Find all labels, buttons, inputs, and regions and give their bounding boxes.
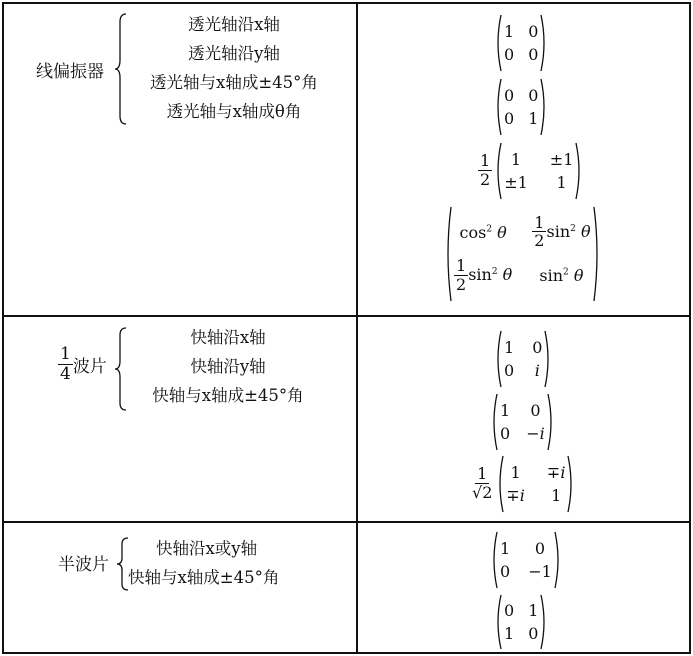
list-item: 透光轴沿y轴 (188, 44, 280, 63)
list-item: 透光轴沿x轴 (188, 15, 280, 34)
right-paren (575, 142, 583, 200)
matrix-cell: 1 (528, 601, 539, 620)
table-border-bottom (2, 652, 691, 654)
matrix-cell: ±1 (549, 150, 574, 169)
right-paren (544, 330, 552, 388)
matrix-cell: $\cos^2 \theta$ (459, 222, 507, 242)
matrix-cell: 1 (528, 109, 539, 128)
list-item: 快轴沿y轴 (190, 357, 266, 376)
matrix-cell: 1 (556, 173, 567, 192)
section-label-half-wave-plate: 半波片 (58, 555, 109, 575)
column-divider (356, 2, 358, 654)
matrix-cell: 1 (510, 150, 522, 169)
right-paren (540, 14, 548, 72)
row-divider-1 (2, 315, 691, 317)
prefactor (478, 153, 492, 188)
matrix-cell: 1 (500, 539, 511, 558)
table-border-right (689, 2, 691, 654)
left-paren (490, 393, 498, 451)
label-fraction: $\frac{1}{4}$ (60, 344, 71, 384)
polarizer-orientation-list (128, 10, 340, 126)
jones-matrix-qwp-45deg (470, 455, 575, 513)
matrix-cell: 0 (528, 624, 539, 643)
jones-matrix-x-axis (494, 14, 548, 72)
table-border-left (2, 2, 4, 654)
matrix-cell: 1 (504, 338, 515, 357)
left-paren (494, 330, 502, 388)
jones-matrix-hwp-xy (490, 531, 562, 589)
matrix-cell: 1 (504, 22, 515, 41)
matrix-cell: 0 (528, 86, 539, 105)
matrix-cell: −1 (528, 562, 552, 581)
jones-matrix-hwp-45deg (494, 594, 548, 650)
right-paren (540, 594, 548, 650)
prefactor-denominator: 2 (480, 170, 491, 190)
list-item: 快轴沿x或y轴 (156, 539, 258, 558)
matrix-cell: 1 (551, 486, 562, 505)
left-paren (444, 206, 452, 302)
left-paren (496, 455, 504, 513)
quarter-wave-orientation-list (128, 323, 328, 410)
left-paren (494, 78, 502, 136)
matrix-cell: 0 (534, 539, 546, 558)
list-item: 快轴与x轴成±45°角 (152, 386, 304, 405)
matrix-cell: 1 (510, 463, 521, 482)
jones-matrix-qwp-y (490, 393, 555, 451)
right-paren (593, 206, 601, 302)
section-label-quarter-wave-plate (58, 346, 107, 384)
label-text: 波片 (72, 357, 107, 378)
matrix-cell: 0 (528, 22, 539, 41)
matrix-cell: ∓i (546, 463, 566, 482)
matrix-cell: 0 (500, 562, 511, 581)
matrix-cell: $\sin^2 \theta$ (539, 266, 584, 286)
prefactor-denominator: √2 (472, 483, 493, 503)
matrix-cell: 0 (504, 361, 515, 380)
table-border-top (2, 2, 691, 4)
matrix-cell: 0 (530, 401, 541, 420)
left-brace (114, 326, 128, 412)
matrix-cell: 1 (504, 624, 515, 643)
matrix-cell: ±1 (504, 173, 528, 192)
left-paren (494, 594, 502, 650)
section-label-linear-polarizer: 线偏振器 (36, 62, 104, 82)
matrix-cell: i (534, 361, 540, 380)
right-paren (540, 78, 548, 136)
list-item: 快轴与x轴成±45°角 (128, 568, 280, 587)
matrix-cell: 0 (532, 338, 543, 357)
jones-matrix-theta (444, 206, 601, 302)
jones-matrix-y-axis (494, 78, 548, 136)
prefactor-numerator: 1 (480, 151, 491, 171)
right-paren (547, 393, 555, 451)
matrix-cell: 1 (500, 401, 511, 420)
left-paren (494, 142, 502, 200)
matrix-cell: 0 (504, 601, 515, 620)
matrix-cell: 0 (528, 45, 539, 64)
matrix-cell: $\frac{1}{2}$ $\sin^2 \theta$ (456, 256, 513, 294)
matrix-cell: 0 (500, 424, 511, 443)
left-paren (490, 531, 498, 589)
right-paren (554, 531, 562, 589)
list-item: 透光轴与x轴成θ角 (166, 102, 302, 121)
list-item: 透光轴与x轴成±45°角 (150, 73, 318, 92)
matrix-cell: 0 (504, 86, 515, 105)
left-paren (494, 14, 502, 72)
jones-matrix-qwp-x (494, 330, 552, 388)
matrix-cell: ∓i (506, 486, 525, 505)
half-wave-orientation-list (128, 534, 328, 592)
matrix-cell: −i (526, 424, 545, 443)
matrix-cell: 0 (504, 45, 515, 64)
left-brace (114, 12, 128, 126)
prefactor-numerator: 1 (477, 464, 488, 484)
row-divider-2 (2, 521, 691, 523)
right-paren (567, 455, 575, 513)
matrix-cell: 0 (504, 109, 515, 128)
list-item: 快轴沿x轴 (190, 328, 266, 347)
prefactor (470, 466, 494, 501)
jones-matrix-45deg (478, 142, 583, 200)
matrix-cell: $\frac{1}{2}$ $\sin^2 \theta$ (534, 212, 591, 251)
